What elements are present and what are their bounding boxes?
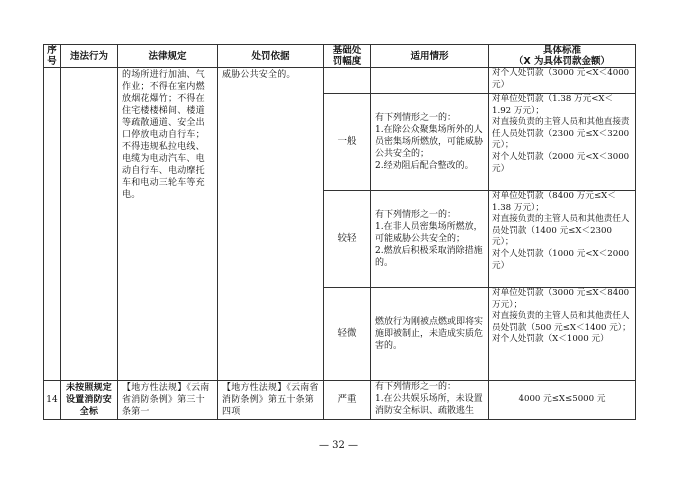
violation-text: 未按照规定设置消防安全标 bbox=[65, 383, 112, 417]
standard-cell bbox=[489, 288, 636, 381]
basis-text: 【地方性法规】《云南省消防条例》第五十条第四项 bbox=[222, 383, 319, 417]
standard-cell bbox=[489, 94, 636, 191]
standard-text: 对单位处罚款（3000 元≤X＜8400 万元）； 对直接负责的主管人员和其他责任人员处罚款（500 元≤X＜1400 元）； 对个人处罚款（X＜1000 元） bbox=[492, 288, 631, 345]
level-cell: 较轻 bbox=[324, 191, 371, 288]
standard-text: 对单位处罚款（8400 万元≤X＜1.38 万元）； 对直接负责的主管人员和其他责任人员处罚款（1400 元≤X＜2300 元）； 对个人处罚款（1000 元<X＜2000 元） bbox=[492, 191, 630, 271]
violation-cell bbox=[61, 68, 118, 381]
standard-cell bbox=[489, 381, 636, 420]
standard-text: 4000 元≤X≤5000 元 bbox=[518, 394, 606, 405]
level-cell: 轻微 bbox=[324, 288, 371, 381]
situation-text: 燃放行为刚被点燃或即将实施即被制止，未造成实质危害的。 bbox=[375, 317, 484, 351]
penalty-table bbox=[43, 44, 636, 420]
header-situation: 适用情形 bbox=[371, 45, 489, 68]
legal-cell bbox=[118, 68, 218, 381]
standard-text-top: 对个人处罚款（3000 元<X＜4000 元） bbox=[492, 68, 630, 90]
standard-text: 对单位处罚款（1.38 万元<X＜1.92 万元）； 对直接负责的主管人员和其他直接责任人员处罚款（2300 元≤X＜3200 元）； 对个人处罚款（2000 元<X＜3000 元） bbox=[492, 94, 630, 174]
situation-cell bbox=[371, 94, 489, 191]
standard-cell bbox=[489, 191, 636, 288]
table-row bbox=[44, 381, 636, 420]
header-basis: 处罚依据 bbox=[218, 45, 324, 68]
table-row bbox=[44, 68, 636, 94]
seq-cell bbox=[44, 68, 61, 381]
standard-cell-top bbox=[489, 68, 636, 94]
situation-cell-top bbox=[371, 68, 489, 94]
legal-text: 的场所进行加油、气作业；不得在室内燃放烟花爆竹；不得在住宅楼楼梯间、楼道等疏散通道、安全出口停放电动自行车；不得违规私拉电线、电缆为电动汽车、电动自行车、电动摩托车和电动三轮车等充电。 bbox=[122, 70, 205, 200]
basis-cell bbox=[218, 68, 324, 381]
basis-text: 威胁公共安全的。 bbox=[222, 70, 296, 80]
level-cell: 严重 bbox=[324, 381, 371, 420]
situation-cell bbox=[371, 381, 489, 420]
basis-cell bbox=[218, 381, 324, 420]
page-number: — 32 — bbox=[318, 440, 359, 451]
header-standard: 具体标准 （X 为具体罚款金额） bbox=[489, 45, 636, 68]
situation-text: 有下列情形之一的： 1.在公共娱乐场所，未设置消防安全标识、疏散逃生 bbox=[375, 382, 483, 416]
situation-cell bbox=[371, 288, 489, 381]
seq-cell: 14 bbox=[44, 381, 61, 420]
legal-cell bbox=[118, 381, 218, 420]
situation-text: 有下列情形之一的： 1.在非人员密集场所燃放，可能威胁公共安全的； 2.燃放后积极采取消除措施的。 bbox=[375, 210, 483, 268]
situation-text: 有下列情形之一的： 1.在除公众聚集场所外的人员密集场所燃放，可能威胁公共安全的； 2.经劝阻后配合整改的。 bbox=[375, 113, 484, 171]
header-violation: 违法行为 bbox=[61, 45, 118, 68]
header-seq: 序 号 bbox=[44, 45, 61, 68]
header-range: 基础处 罚幅度 bbox=[324, 45, 371, 68]
header-legal: 法律规定 bbox=[118, 45, 218, 68]
level-cell-top bbox=[324, 68, 371, 94]
table-header-row bbox=[44, 45, 636, 68]
violation-cell bbox=[61, 381, 118, 420]
legal-text: 【地方性法规】《云南省消防条例》第三十条第一 bbox=[122, 383, 210, 417]
level-cell: 一般 bbox=[324, 94, 371, 191]
situation-cell bbox=[371, 191, 489, 288]
